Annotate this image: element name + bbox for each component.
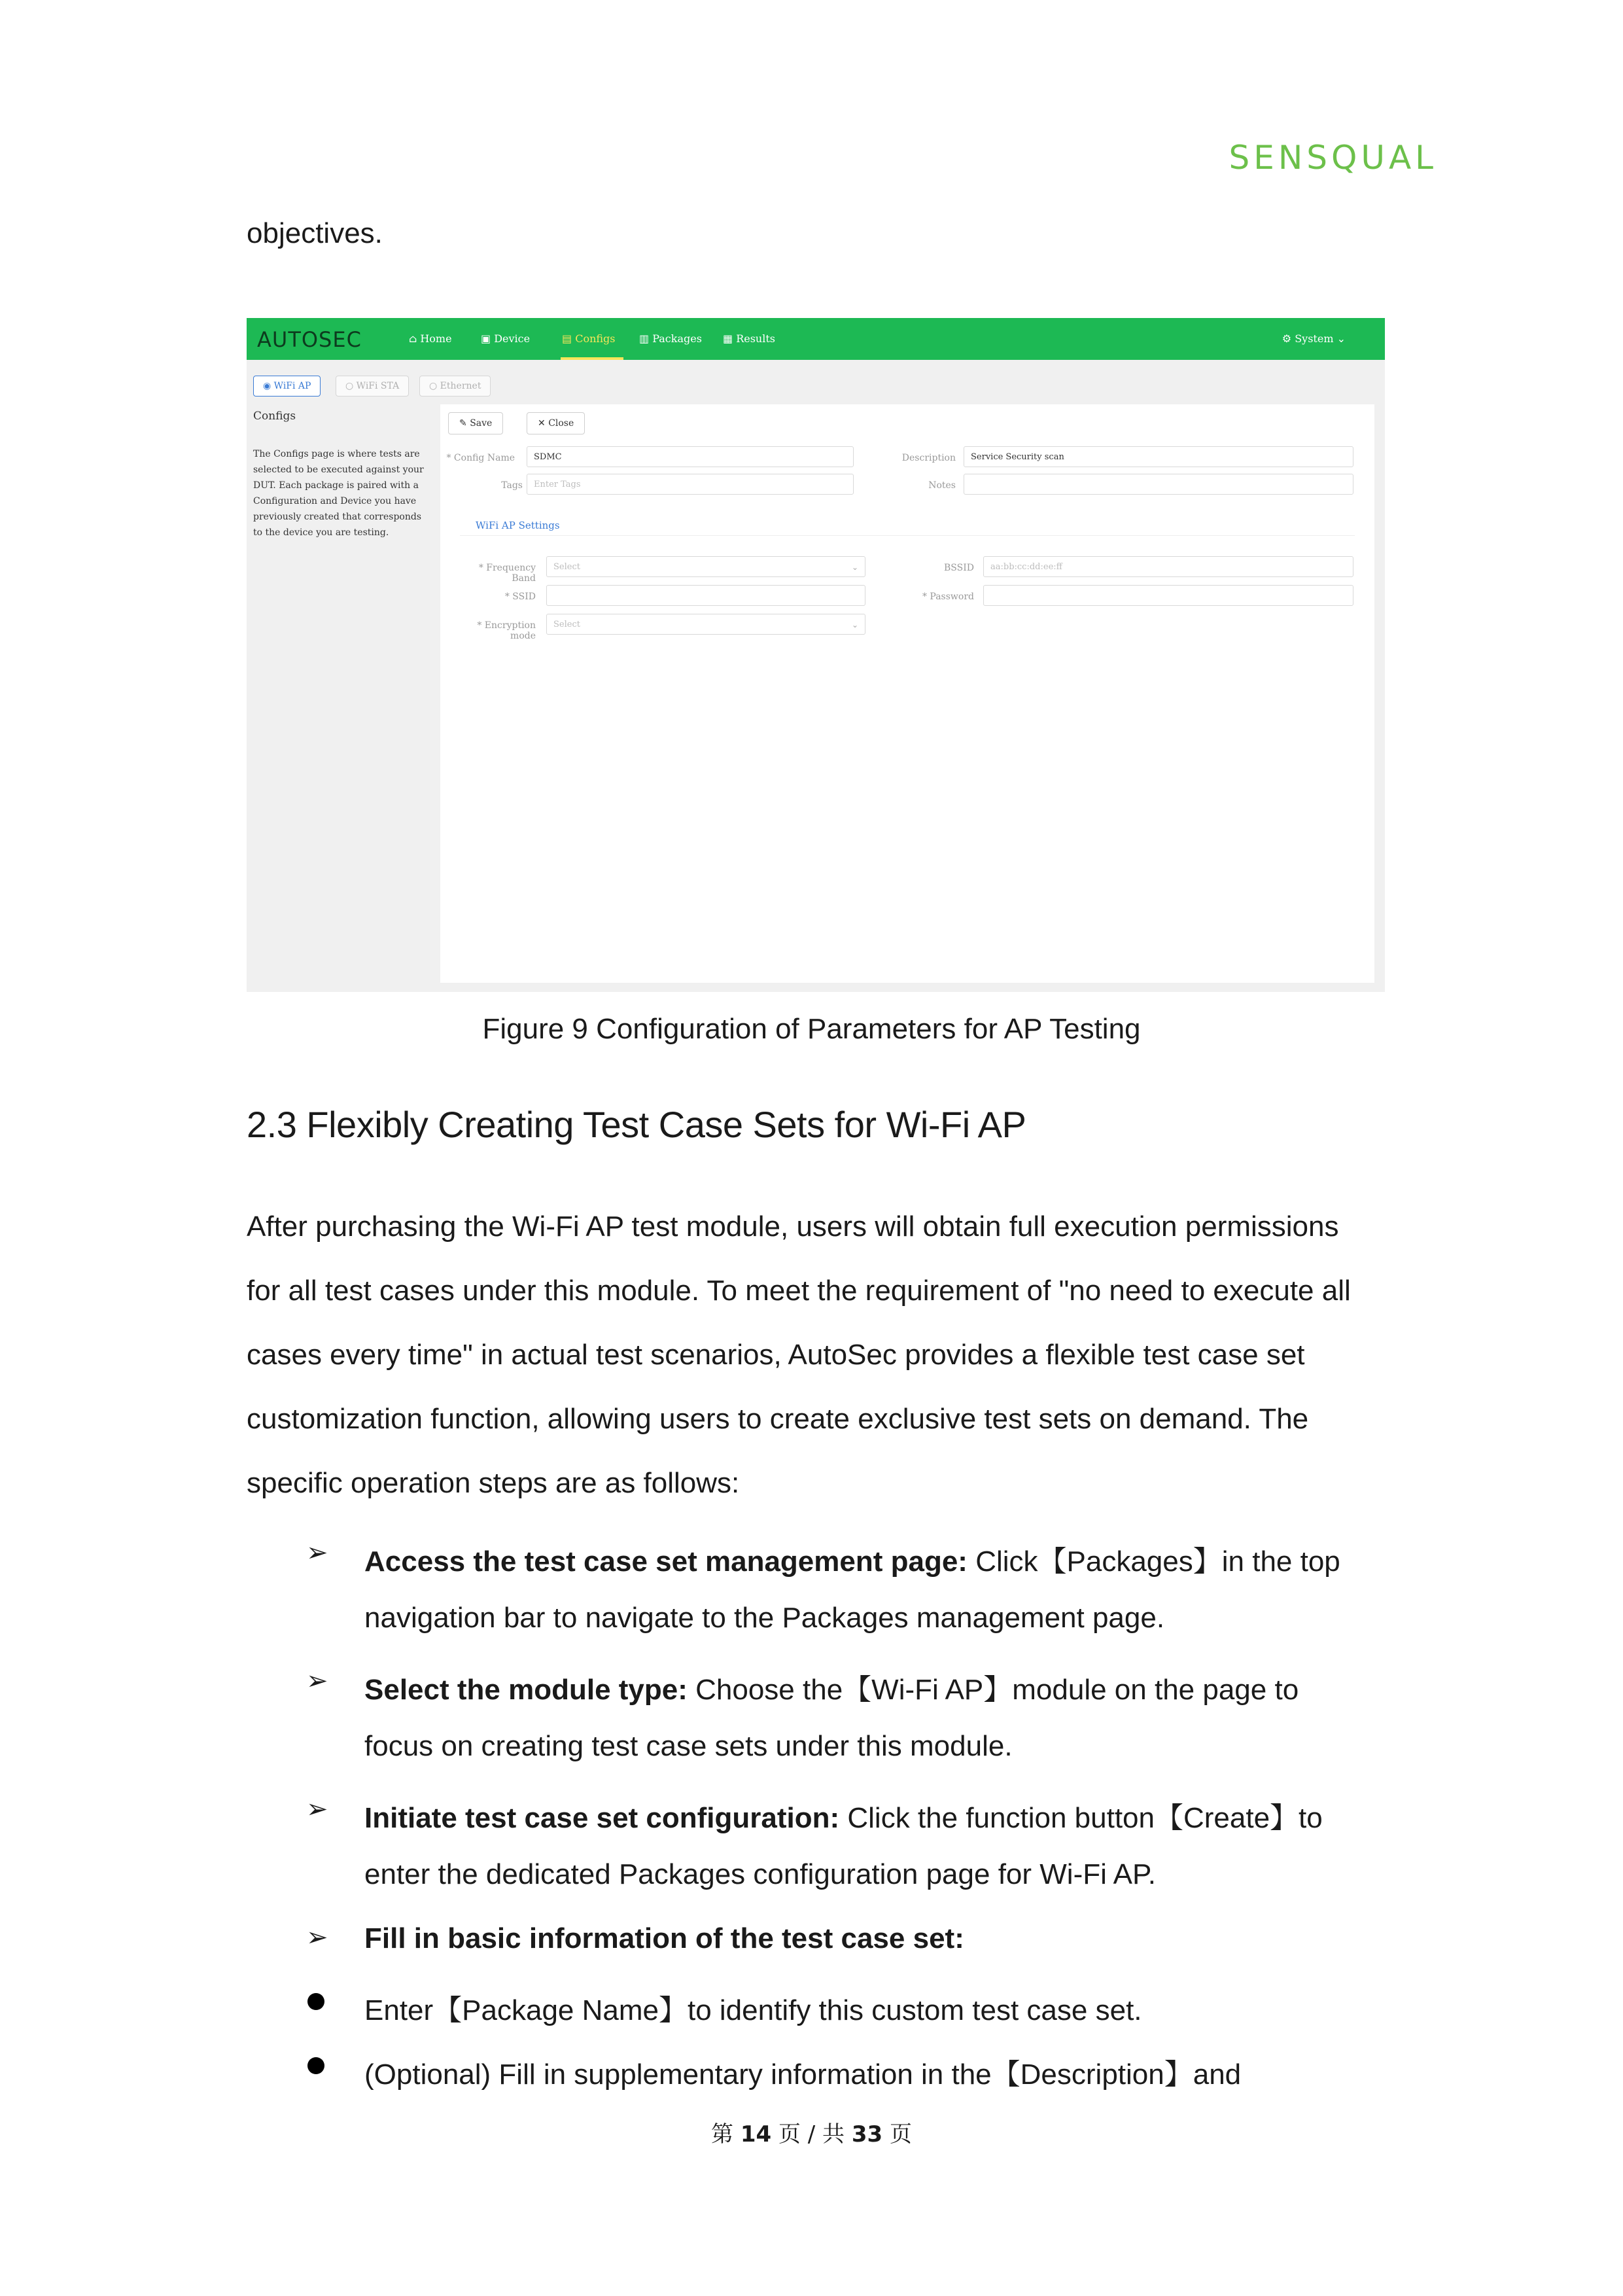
- edit-icon: ✎: [459, 418, 467, 429]
- section-divider: [460, 535, 1355, 536]
- section-heading: 2.3 Flexibly Creating Test Case Sets for Wi-Fi AP: [247, 1104, 1026, 1145]
- nav-configs[interactable]: ▤ Configs: [562, 332, 616, 345]
- arrow-bullet-icon: ➢: [306, 1667, 328, 1695]
- autosec-brand: AUTOSEC: [257, 327, 362, 352]
- chevron-down-icon: ⌄: [851, 620, 858, 629]
- radio-icon: ○: [345, 381, 354, 391]
- nav-results[interactable]: ▦ Results: [723, 332, 775, 345]
- password-label: * Password: [922, 592, 974, 602]
- paragraph-line: specific operation steps are as follows:: [247, 1467, 740, 1499]
- paragraph-line: for all test cases under this module. To meet the requirement of "no need to execute all: [247, 1275, 1351, 1307]
- arrow-bullet-icon: ➢: [306, 1923, 328, 1952]
- system-menu[interactable]: ⚙ System ⌄: [1282, 332, 1346, 345]
- active-tab-underline: [561, 357, 623, 360]
- arrow-bullet-icon: ➢: [306, 1538, 328, 1567]
- subtab-ethernet[interactable]: ○ Ethernet: [419, 376, 491, 397]
- tags-input[interactable]: Enter Tags: [527, 474, 854, 495]
- arrow-bullet-icon: ➢: [306, 1795, 328, 1824]
- tags-label: Tags: [501, 480, 523, 491]
- subtab-wifi-ap[interactable]: ◉ WiFi AP: [253, 376, 321, 397]
- paragraph-line: After purchasing the Wi-Fi AP test module, users will obtain full execution permissions: [247, 1210, 1339, 1243]
- ssid-input[interactable]: [546, 585, 865, 606]
- config-name-label: * Config Name: [446, 453, 515, 463]
- config-name-input[interactable]: SDMC: [527, 446, 854, 467]
- bssid-input[interactable]: aa:bb:cc:dd:ee:ff: [983, 556, 1353, 577]
- description-input[interactable]: Service Security scan: [964, 446, 1353, 467]
- gear-icon: ⚙: [1282, 332, 1292, 345]
- description-label: Description: [901, 453, 956, 463]
- close-button[interactable]: ✕ Close: [527, 412, 585, 434]
- radio-icon: ○: [429, 381, 438, 391]
- page-footer: 第 14 页 / 共 33 页: [711, 2121, 912, 2147]
- bullet-dot-icon: [307, 2057, 324, 2074]
- subtab-wifi-sta[interactable]: ○ WiFi STA: [336, 376, 409, 397]
- step-item: Initiate test case set configuration: Click the function button【Create】to: [364, 1802, 1323, 1834]
- close-icon: ✕: [538, 418, 546, 429]
- frequency-band-label: * Frequency Band: [478, 563, 536, 584]
- save-button[interactable]: ✎ Save: [448, 412, 503, 434]
- wifi-ap-settings-title: WiFi AP Settings: [476, 520, 560, 531]
- config-form-panel: [440, 404, 1374, 983]
- encryption-mode-label: * Encryption mode: [477, 620, 536, 641]
- intro-paragraph: [247, 1195, 1385, 1515]
- sub-bullet-item: (Optional) Fill in supplementary information in the【Description】and: [364, 2058, 1242, 2091]
- paragraph-line: customization function, allowing users to create exclusive test sets on demand. The: [247, 1403, 1309, 1435]
- bullet-dot-icon: [307, 1993, 324, 2010]
- nav-packages[interactable]: ▥ Packages: [639, 332, 702, 345]
- figure-caption: Figure 9 Configuration of Parameters for AP Testing: [482, 1013, 1141, 1045]
- sidebar-description: The Configs page is where tests are selected to be executed against your DUT. Each package is paired with a Configuration and Device you have previously created that corresponds to the device you are testing.: [253, 449, 424, 538]
- frequency-band-select[interactable]: Select ⌄: [546, 556, 865, 577]
- ssid-label: * SSID: [504, 592, 536, 602]
- encryption-mode-select[interactable]: Select ⌄: [546, 614, 865, 635]
- nav-home[interactable]: ⌂ Home: [409, 332, 452, 345]
- sidebar-title: Configs: [253, 410, 296, 423]
- bssid-label: BSSID: [944, 563, 974, 573]
- top-navigation-bar: [247, 318, 1385, 360]
- step-continuation: navigation bar to navigate to the Packages management page.: [364, 1602, 1165, 1634]
- step-item: Access the test case set management page: Click【Packages】in the top: [364, 1545, 1340, 1578]
- paragraph-line: cases every time" in actual test scenarios, AutoSec provides a flexible test case set: [247, 1339, 1305, 1371]
- sensqual-logo: SENSQUAL: [1229, 139, 1437, 177]
- step-item: Select the module type: Choose the【Wi-Fi AP】module on the page to: [364, 1674, 1299, 1706]
- password-input[interactable]: [983, 585, 1353, 606]
- chevron-down-icon: ⌄: [1336, 332, 1346, 345]
- step-continuation: enter the dedicated Packages configuration page for Wi-Fi AP.: [364, 1858, 1156, 1890]
- lead-text: objectives.: [247, 217, 383, 249]
- chevron-down-icon: ⌄: [851, 563, 858, 572]
- notes-textarea[interactable]: [964, 474, 1353, 495]
- notes-label: Notes: [928, 480, 956, 491]
- radio-icon: ◉: [263, 381, 271, 391]
- nav-device[interactable]: ▣ Device: [481, 332, 531, 345]
- config-screenshot: [247, 318, 1385, 992]
- step-item: Fill in basic information of the test case set:: [364, 1922, 964, 1954]
- sub-bullet-item: Enter【Package Name】to identify this custom test case set.: [364, 1994, 1142, 2026]
- step-continuation: focus on creating test case sets under this module.: [364, 1730, 1013, 1762]
